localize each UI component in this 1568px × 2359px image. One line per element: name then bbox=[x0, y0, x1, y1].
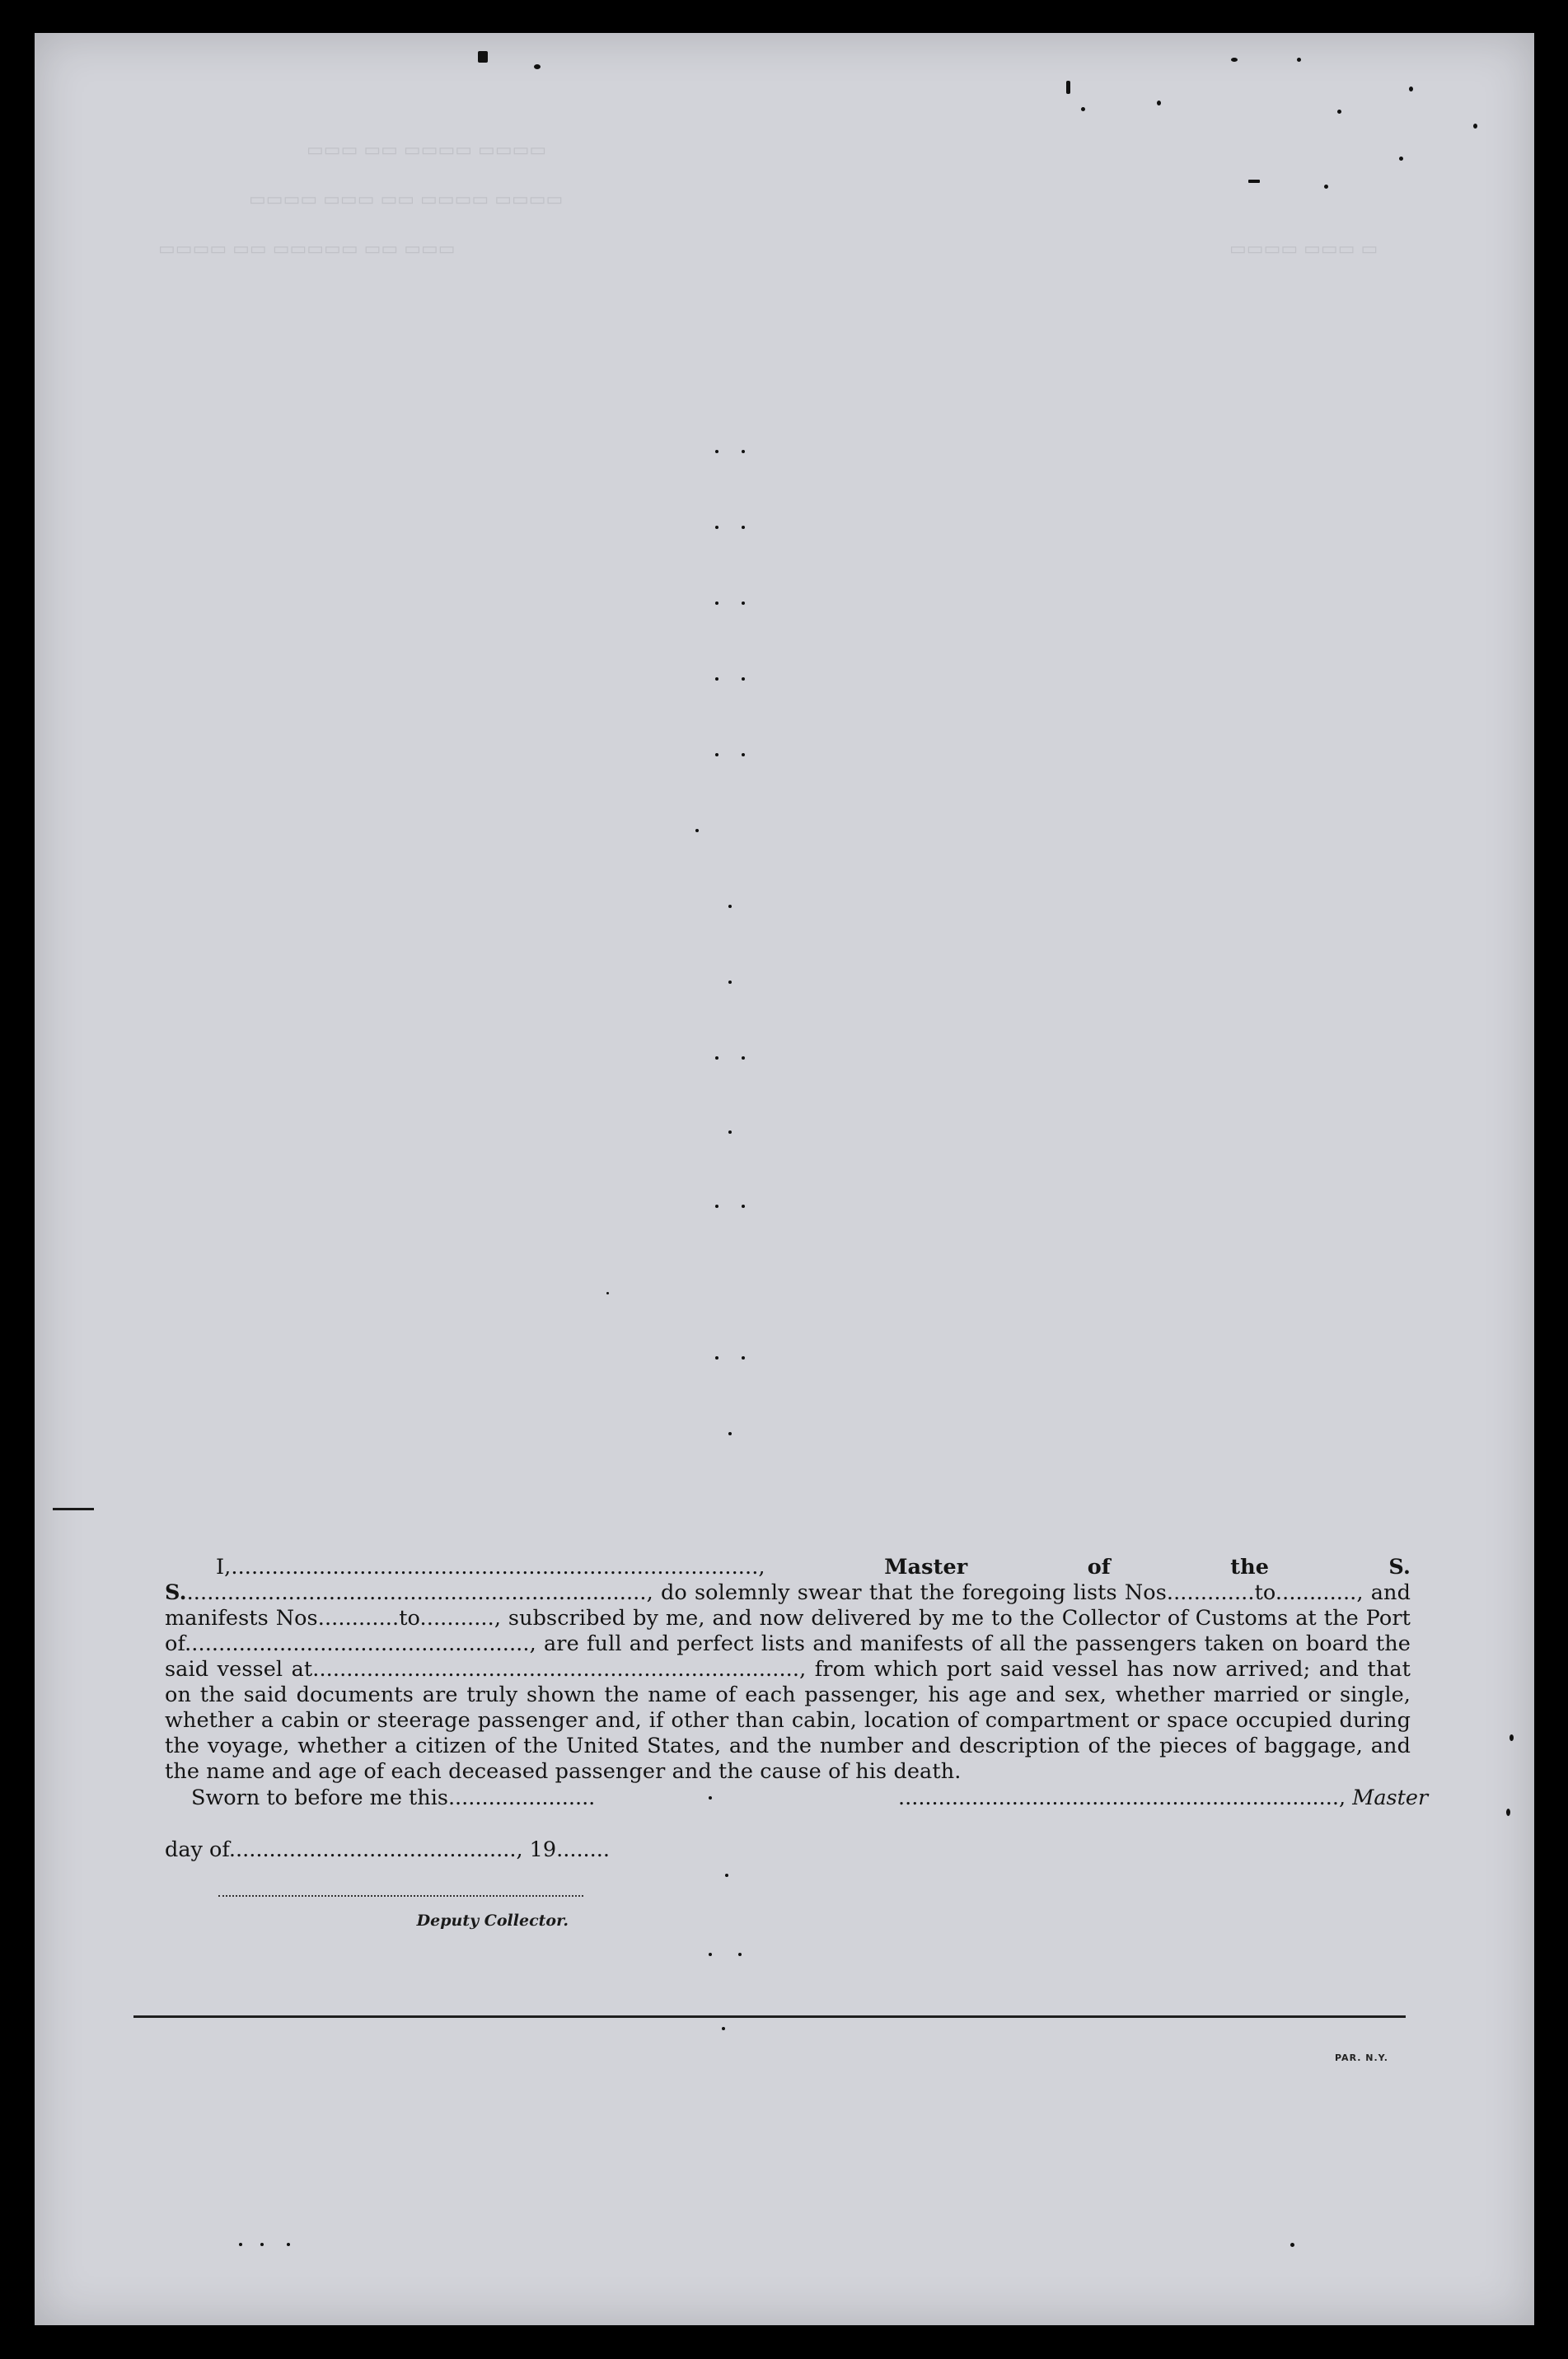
day-of-line: day of..........................................., 19........ bbox=[165, 1837, 610, 1862]
scan-speck bbox=[1157, 101, 1161, 105]
column-dot bbox=[606, 1292, 609, 1294]
column-dot bbox=[742, 1205, 745, 1208]
column-dot bbox=[725, 1874, 728, 1877]
column-dot bbox=[715, 450, 718, 453]
column-dot bbox=[742, 753, 745, 756]
column-dot bbox=[742, 677, 745, 681]
column-dot bbox=[728, 1432, 732, 1435]
column-dot bbox=[715, 1205, 718, 1208]
column-dot bbox=[260, 2243, 264, 2246]
bleed-through-mark: ▭▭▭ ▭▭ ▭▭▭▭ ▭▭▭▭ bbox=[307, 140, 547, 161]
scan-speck bbox=[1066, 81, 1070, 94]
margin-tick bbox=[53, 1508, 94, 1510]
sworn-before-line: Sworn to before me this...................... bbox=[191, 1786, 596, 1810]
column-dot bbox=[742, 1356, 745, 1360]
scan-speck bbox=[1409, 87, 1413, 91]
column-dot bbox=[695, 829, 699, 832]
column-dot bbox=[728, 1130, 732, 1134]
horizontal-rule bbox=[133, 2015, 1406, 2018]
column-dot bbox=[715, 526, 718, 529]
column-dot bbox=[287, 2243, 290, 2246]
column-dot bbox=[715, 1056, 718, 1060]
oath-body: ...................................................................., do solemnly swear that the foregoing lists Nos.............to............, and manifests Nos............to..........., subscribed by me, and now delivered by me to the Collector of Customs at the Port of..................................................., are full and perfect lists and manifests of all the passengers taken on board the said vessel at........................................................................, from which port said vessel has now arrived; and that on the said documents are truly shown the name of each passenger, his age and sex, whether married or single, whether a cabin or steerage passenger and, if other than cabin, location of compartment or space occupied during the voyage, whether a citizen of the United States, and the number and description of the pieces of baggage, and the name and age of each deceased passenger and the cause of his death. bbox=[165, 1580, 1411, 1784]
column-dot bbox=[728, 905, 732, 908]
master-signature-dots: .................................................................., bbox=[898, 1786, 1353, 1810]
scan-speck bbox=[478, 51, 488, 63]
column-dot bbox=[715, 677, 718, 681]
scan-speck bbox=[1324, 185, 1328, 189]
scan-speck bbox=[1231, 58, 1238, 62]
printer-mark: PAR. N.Y. bbox=[1335, 2052, 1388, 2063]
bleed-through-mark: ▭▭▭▭ ▭▭ ▭▭▭▭▭ ▭▭ ▭▭▭ bbox=[158, 239, 456, 260]
column-dot bbox=[742, 1056, 745, 1060]
scan-speck bbox=[1081, 107, 1085, 111]
deputy-collector-signature-line bbox=[218, 1895, 583, 1897]
master-of-ss-label: Master of the S. S. bbox=[165, 1555, 1411, 1605]
column-dot bbox=[239, 2243, 242, 2246]
column-dot bbox=[709, 1953, 712, 1956]
bleed-through-mark: ▭▭▭▭ ▭▭▭ ▭▭ ▭▭▭▭ ▭▭▭▭ bbox=[249, 190, 564, 210]
scan-speck bbox=[1337, 110, 1341, 114]
column-dot bbox=[1290, 2243, 1294, 2247]
column-dot bbox=[722, 2027, 725, 2030]
column-dot bbox=[738, 1953, 742, 1956]
scan-speck bbox=[1297, 58, 1301, 62]
document-page bbox=[35, 33, 1534, 2325]
master-signature-label: Master bbox=[1352, 1786, 1429, 1810]
column-dot bbox=[728, 981, 732, 984]
scan-speck bbox=[1473, 124, 1477, 129]
scan-speck bbox=[1506, 1809, 1510, 1816]
bleed-through-mark: ▭▭▭▭ ▭▭▭ ▭ bbox=[1229, 239, 1378, 260]
column-dot bbox=[742, 450, 745, 453]
column-dot bbox=[742, 526, 745, 529]
column-dot bbox=[715, 753, 718, 756]
scan-speck bbox=[1509, 1734, 1514, 1741]
deputy-collector-label: Deputy Collector. bbox=[416, 1912, 569, 1930]
oath-opening: I,.............................................................................., bbox=[216, 1555, 885, 1580]
column-dot bbox=[742, 601, 745, 605]
scan-speck bbox=[1248, 180, 1260, 183]
column-dot bbox=[709, 1796, 712, 1800]
scan-speck bbox=[1399, 157, 1403, 161]
master-signature-line bbox=[898, 1786, 1429, 1810]
column-dot bbox=[715, 601, 718, 605]
oath-paragraph bbox=[165, 1555, 1411, 1785]
column-dot bbox=[715, 1356, 718, 1360]
scan-speck bbox=[534, 64, 541, 69]
